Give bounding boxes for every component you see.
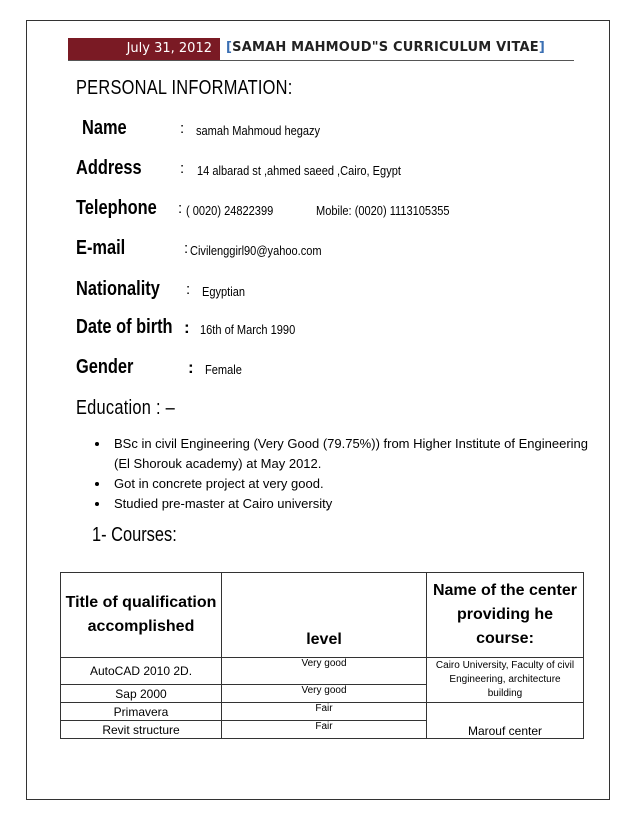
education-item: • Got in concrete project at very good.	[110, 474, 590, 494]
course-center: Marouf center	[427, 703, 584, 739]
email-value: Civilenggirl90@yahoo.com	[190, 243, 322, 258]
column-header-level: level	[222, 573, 427, 658]
email-label: E-mail	[76, 237, 126, 259]
gender-colon: :	[188, 358, 194, 377]
column-header-title: Title of qualification accomplished	[61, 573, 222, 658]
dob-label: Date of birth	[76, 316, 173, 338]
dob-value: 16th of March 1990	[200, 322, 296, 337]
name-label: Name	[82, 117, 127, 139]
nationality-colon: :	[186, 281, 191, 298]
dob-colon: :	[184, 318, 190, 337]
cv-title: SAMAH MAHMOUD"S CURRICULUM VITAE	[232, 40, 539, 55]
courses-table	[60, 572, 584, 739]
nationality-value: Egyptian	[202, 284, 246, 299]
email-colon: :	[184, 240, 189, 257]
header-title	[226, 40, 545, 55]
address-colon: :	[180, 160, 185, 177]
address-label: Address	[76, 157, 142, 179]
telephone-colon: :	[178, 200, 183, 217]
personal-info-heading: PERSONAL INFORMATION:	[76, 77, 293, 99]
course-title: AutoCAD 2010 2D.	[61, 658, 222, 685]
course-title: Primavera	[61, 703, 222, 721]
course-level: Very good	[222, 658, 427, 685]
table-row	[61, 658, 584, 685]
course-level: Fair	[222, 703, 427, 721]
mobile-value: Mobile: (0020) 1113105355	[316, 203, 450, 218]
telephone-value: ( 0020) 24822399	[186, 203, 274, 218]
gender-label: Gender	[76, 356, 134, 378]
name-colon: :	[180, 120, 185, 137]
course-level: Very good	[222, 685, 427, 703]
bracket-close: ]	[538, 40, 546, 55]
telephone-label: Telephone	[76, 197, 157, 219]
header-date: July 31, 2012	[68, 38, 220, 60]
education-item: • BSc in civil Engineering (Very Good (79.75%)) from Higher Institute of Engineering (El Shorouk academy) at May 2012.	[110, 434, 590, 474]
column-header-center: Name of the center providing he course:	[427, 573, 584, 658]
education-heading: Education : –	[76, 397, 175, 419]
course-title: Sap 2000	[61, 685, 222, 703]
course-level: Fair	[222, 721, 427, 739]
courses-header-row	[61, 573, 584, 658]
courses-heading: 1- Courses:	[92, 524, 177, 546]
education-item: • Studied pre-master at Cairo university	[110, 494, 590, 514]
header-rule	[68, 60, 574, 61]
address-value: 14 albarad st ,ahmed saeed ,Cairo, Egypt	[197, 163, 401, 178]
gender-value: Female	[205, 362, 242, 377]
table-row	[61, 703, 584, 721]
name-value: samah Mahmoud hegazy	[196, 123, 321, 138]
bracket-open: [	[226, 40, 233, 55]
education-list	[86, 434, 590, 514]
nationality-label: Nationality	[76, 278, 160, 300]
course-title: Revit structure	[61, 721, 222, 739]
course-center: Cairo University, Faculty of civil Engineering, architecture building	[427, 658, 584, 703]
